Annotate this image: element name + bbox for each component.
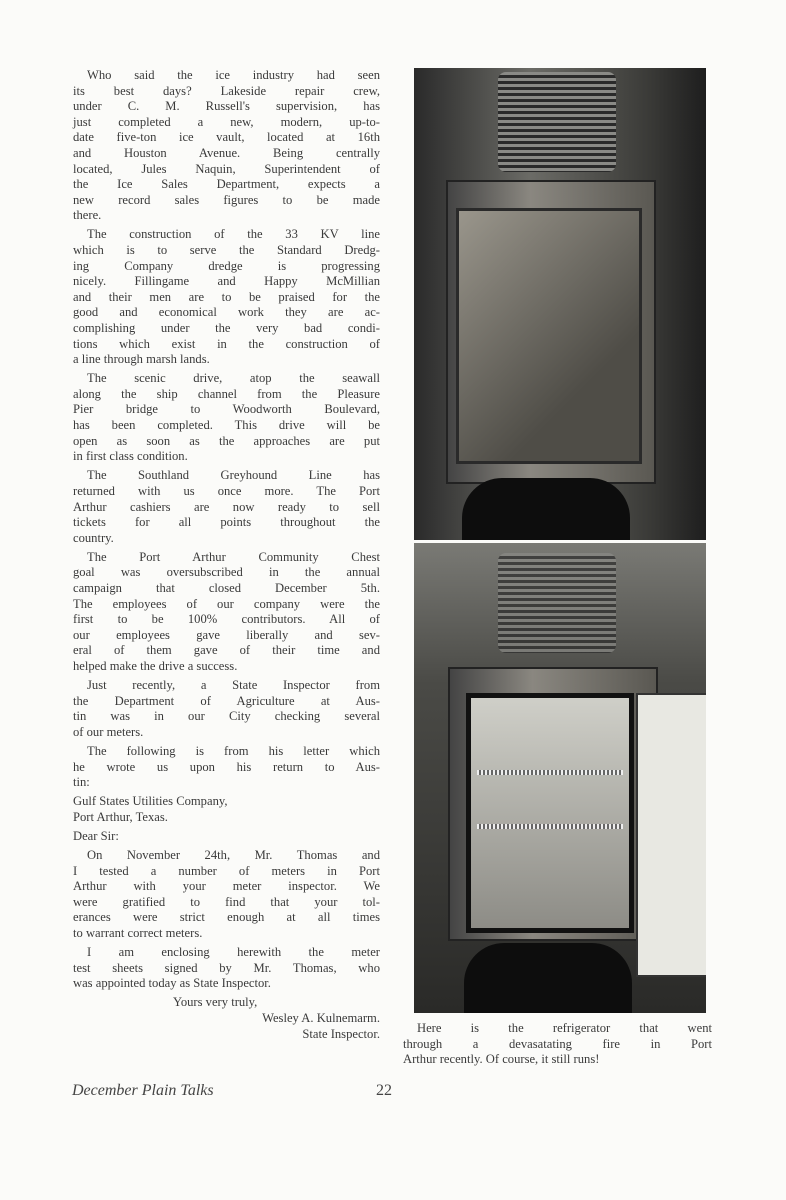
text-line: Gulf States Utilities Company, [73,794,228,809]
closing-line: Yours very truly, [173,995,258,1010]
text-line: The scenic drive, atop the seawall [87,371,380,386]
letter-salutation [73,829,380,845]
text-line: The Southland Greyhound Line has [87,468,380,483]
paragraph [73,227,380,367]
text-line: Port Arthur, Texas. [73,809,168,824]
text-line: Pier bridge to Woodworth Boulevard, [73,402,380,417]
text-line: campaign that closed December 5th. [73,581,380,595]
photo-caption [403,1021,712,1071]
text-line: has been completed. This drive will be [73,418,380,433]
letter-signature [73,995,380,1042]
text-line: Arthur recently. Of course, it still runs! [403,1052,600,1067]
text-line: and Houston Avenue. Being centrally [73,145,380,160]
text-line: tin was in our City checking several [73,709,380,724]
paragraph [73,744,380,791]
text-line: a line through marsh lands. [73,352,210,367]
text-line: just completed a new, modern, up-to- [73,114,380,129]
letter-address [73,794,380,825]
text-line: which is to serve the Standard Dredg- [73,243,380,258]
text-line: the Ice Sales Department, expects a [73,177,380,192]
text-line: Who said the ice industry had seen [87,68,380,82]
publication-title: December Plain Talks [72,1082,214,1099]
text-line: country. [73,530,114,545]
text-line: Here is the refrigerator that went [417,1021,712,1035]
signature-title: State Inspector. [302,1026,380,1041]
text-line: The following is from his letter which [87,743,380,758]
text-line: I tested a number of meters in Port [73,863,380,878]
text-line: of our meters. [73,724,144,739]
refrigerator-open-photo [414,543,706,1013]
text-line: tin: [73,775,90,790]
caption-text [403,1021,712,1068]
paragraph [73,468,380,546]
text-line: eral of them gave of their time and [73,643,380,658]
article-column [73,68,380,1042]
text-line: under C. M. Russell's supervision, has [73,99,380,114]
text-line: and their men are to be praised for the [73,289,380,304]
letter-paragraph [73,848,380,942]
text-line: helped make the drive a success. [73,658,238,673]
letter-paragraph [73,945,380,992]
text-line: located, Jules Naquin, Superintendent of [73,161,380,176]
text-line: good and economical work they are ac- [73,305,380,320]
page-number: 22 [376,1082,392,1099]
text-line: ing Company dredge is progressing [73,258,380,273]
text-line: I am enclosing herewith the meter [87,945,380,960]
text-line: its best days? Lakeside repair crew, [73,83,380,98]
paragraph [73,371,380,465]
text-line: were gratified to find that your tol- [73,894,380,909]
refrigerator-closed-photo [414,68,706,540]
text-line: On November 24th, Mr. Thomas and [87,848,380,862]
text-line: he wrote us upon his return to Aus- [73,759,380,774]
text-line: the Department of Agriculture at Aus- [73,693,380,708]
text-line: along the ship channel from the Pleasure [73,386,380,401]
text-line: Arthur cashiers are now ready to sell [73,499,380,514]
text-line: date five-ton ice vault, located at 16th [73,130,380,145]
text-line: new record sales figures to be made [73,192,380,207]
text-line: The construction of the 33 KV line [87,227,380,242]
text-line: tions which exist in the construction of [73,336,380,351]
paragraph [73,678,380,740]
text-line: The Port Arthur Community Chest [87,549,380,564]
signature-name: Wesley A. Kulnemarm. [262,1010,380,1025]
text-line: nicely. Fillingame and Happy McMillian [73,274,380,289]
text-line: complishing under the very bad condi- [73,321,380,335]
text-line: open as soon as the approaches are put [73,433,380,448]
text-line: goal was oversubscribed in the annual [73,565,380,580]
text-line: to warrant correct meters. [73,925,203,940]
text-line: through a devasatating fire in Port [403,1036,712,1051]
text-line: was appointed today as State Inspector. [73,976,271,991]
text-line: there. [73,208,102,223]
paragraph [73,550,380,675]
text-line: in first class condition. [73,449,188,464]
text-line: tickets for all points throughout the [73,515,380,530]
text-line: test sheets signed by Mr. Thomas, who [73,960,380,975]
text-line: Just recently, a State Inspector from [87,678,380,693]
text-line: The employees of our company were the [73,596,380,611]
text-line: first to be 100% contributors. All of [73,612,380,627]
text-line: our employees gave liberally and sev- [73,627,380,642]
text-line: Dear Sir: [73,828,119,843]
text-line: returned with us once more. The Port [73,483,380,498]
paragraph [73,68,380,224]
text-line: Arthur with your meter inspector. We [73,879,380,894]
text-line: erances were strict enough at all times [73,910,380,925]
